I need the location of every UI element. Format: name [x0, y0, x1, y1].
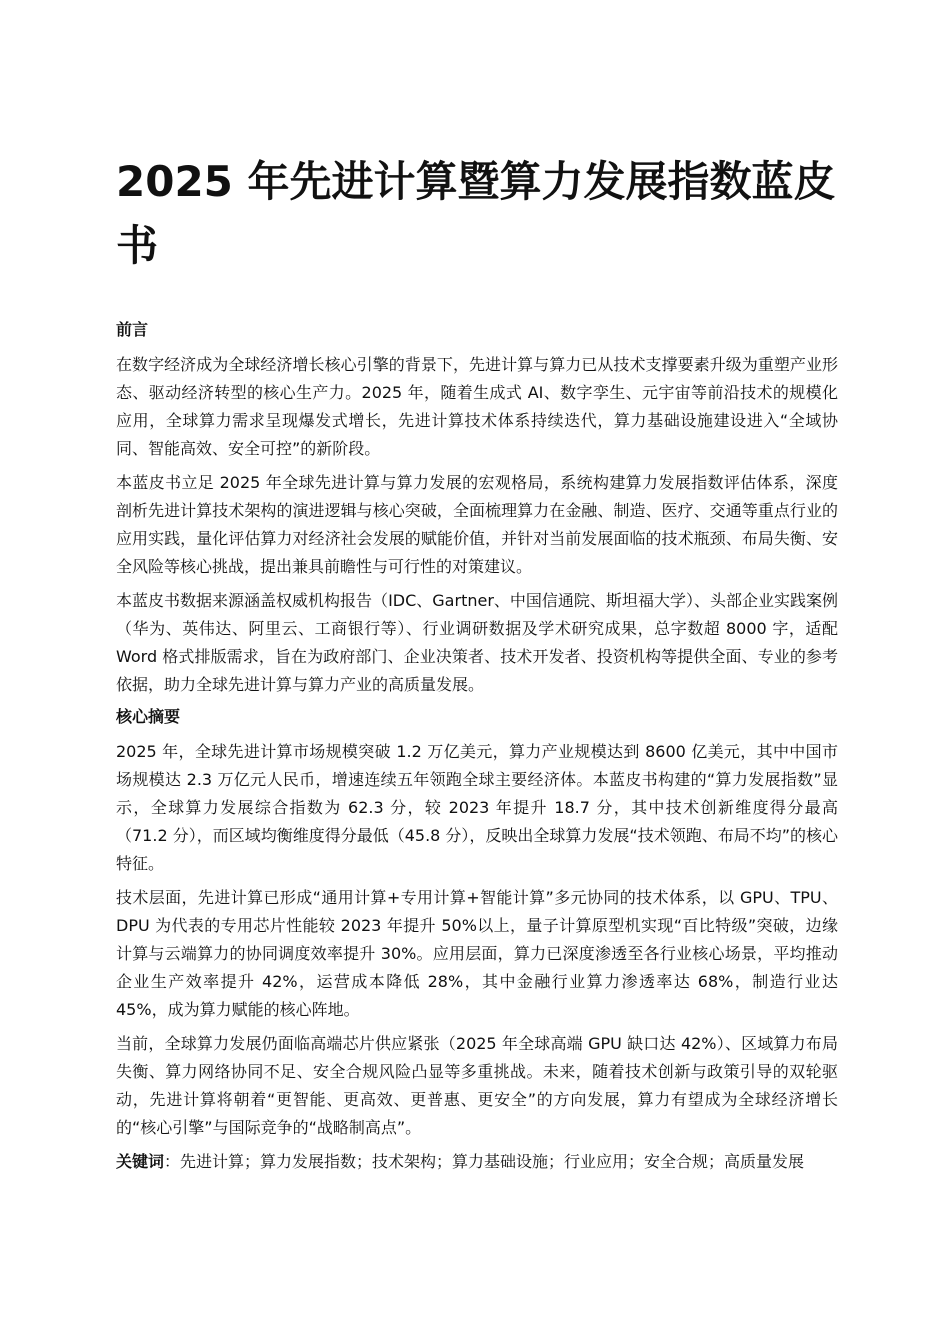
- keywords-separator: ：: [164, 1152, 181, 1171]
- preface-paragraph-2: 本蓝皮书立足 2025 年全球先进计算与算力发展的宏观格局，系统构建算力发展指数评估体系，深度剖析先进计算技术架构的演进逻辑与核心突破，全面梳理算力在金融、制造、医疗、交通等重点行业的应用实践，量化评估算力对经济社会发展的赋能价值，并针对当前发展面临的技术瓶颈、布局失衡、安全风险等核心挑战，提出兼具前瞻性与可行性的对策建议。: [116, 473, 838, 576]
- keywords-label: 关键词: [116, 1152, 165, 1171]
- summary-paragraph-2: 技术层面，先进计算已形成“通用计算+专用计算+智能计算”多元协同的技术体系，以 GPU、TPU、DPU 为代表的专用芯片性能较 2023 年提升 50%以上，量子计算原型机实现“百比特级”突破，边缘计算与云端算力的协同调度效率提升 30%。应用层面，算力已深度渗透至各行业核心场景，平均推动企业生产效率提升 42%，运营成本降低 28%，其中金融行业算力渗透率达 68%，制造行业达 45%，成为算力赋能的核心阵地。: [116, 888, 838, 1019]
- document-title: 2025 年先进计算暨算力发展指数蓝皮书: [116, 157, 836, 270]
- keywords-text: 先进计算；算力发展指数；技术架构；算力基础设施；行业应用；安全合规；高质量发展: [180, 1152, 805, 1171]
- document-page: [116, 150, 838, 1176]
- preface-heading: 前言: [116, 320, 149, 339]
- summary-heading: 核心摘要: [116, 707, 181, 726]
- summary-paragraph-3: 当前，全球算力发展仍面临高端芯片供应紧张（2025 年全球高端 GPU 缺口达 42%）、区域算力布局失衡、算力网络协同不足、安全合规风险凸显等多重挑战。未来，随着技术创新与政策引导的双轮驱动，先进计算将朝着“更智能、更高效、更普惠、更安全”的方向发展，算力有望成为全球经济增长的“核心引擎”与国际竞争的“战略制高点”。: [116, 1034, 838, 1137]
- preface-paragraph-3: 本蓝皮书数据来源涵盖权威机构报告（IDC、Gartner、中国信通院、斯坦福大学）、头部企业实践案例（华为、英伟达、阿里云、工商银行等）、行业调研数据及学术研究成果，总字数超 8000 字，适配 Word 格式排版需求，旨在为政府部门、企业决策者、技术开发者、投资机构等提供全面、专业的参考依据，助力全球先进计算与算力产业的高质量发展。: [116, 591, 838, 694]
- preface-paragraph-1: 在数字经济成为全球经济增长核心引擎的背景下，先进计算与算力已从技术支撑要素升级为重塑产业形态、驱动经济转型的核心生产力。2025 年，随着生成式 AI、数字孪生、元宇宙等前沿技术的规模化应用，全球算力需求呈现爆发式增长，先进计算技术体系持续迭代，算力基础设施建设进入“全域协同、智能高效、安全可控”的新阶段。: [116, 355, 838, 458]
- summary-paragraph-1: 2025 年，全球先进计算市场规模突破 1.2 万亿美元，算力产业规模达到 8600 亿美元，其中中国市场规模达 2.3 万亿元人民币，增速连续五年领跑全球主要经济体。本蓝皮书构建的“算力发展指数”显示，全球算力发展综合指数为 62.3 分，较 2023 年提升 18.7 分，其中技术创新维度得分最高（71.2 分），而区域均衡维度得分最低（45.8 分），反映出全球算力发展“技术领跑、布局不均”的核心特征。: [116, 742, 839, 873]
- keywords-line: [116, 1148, 838, 1176]
